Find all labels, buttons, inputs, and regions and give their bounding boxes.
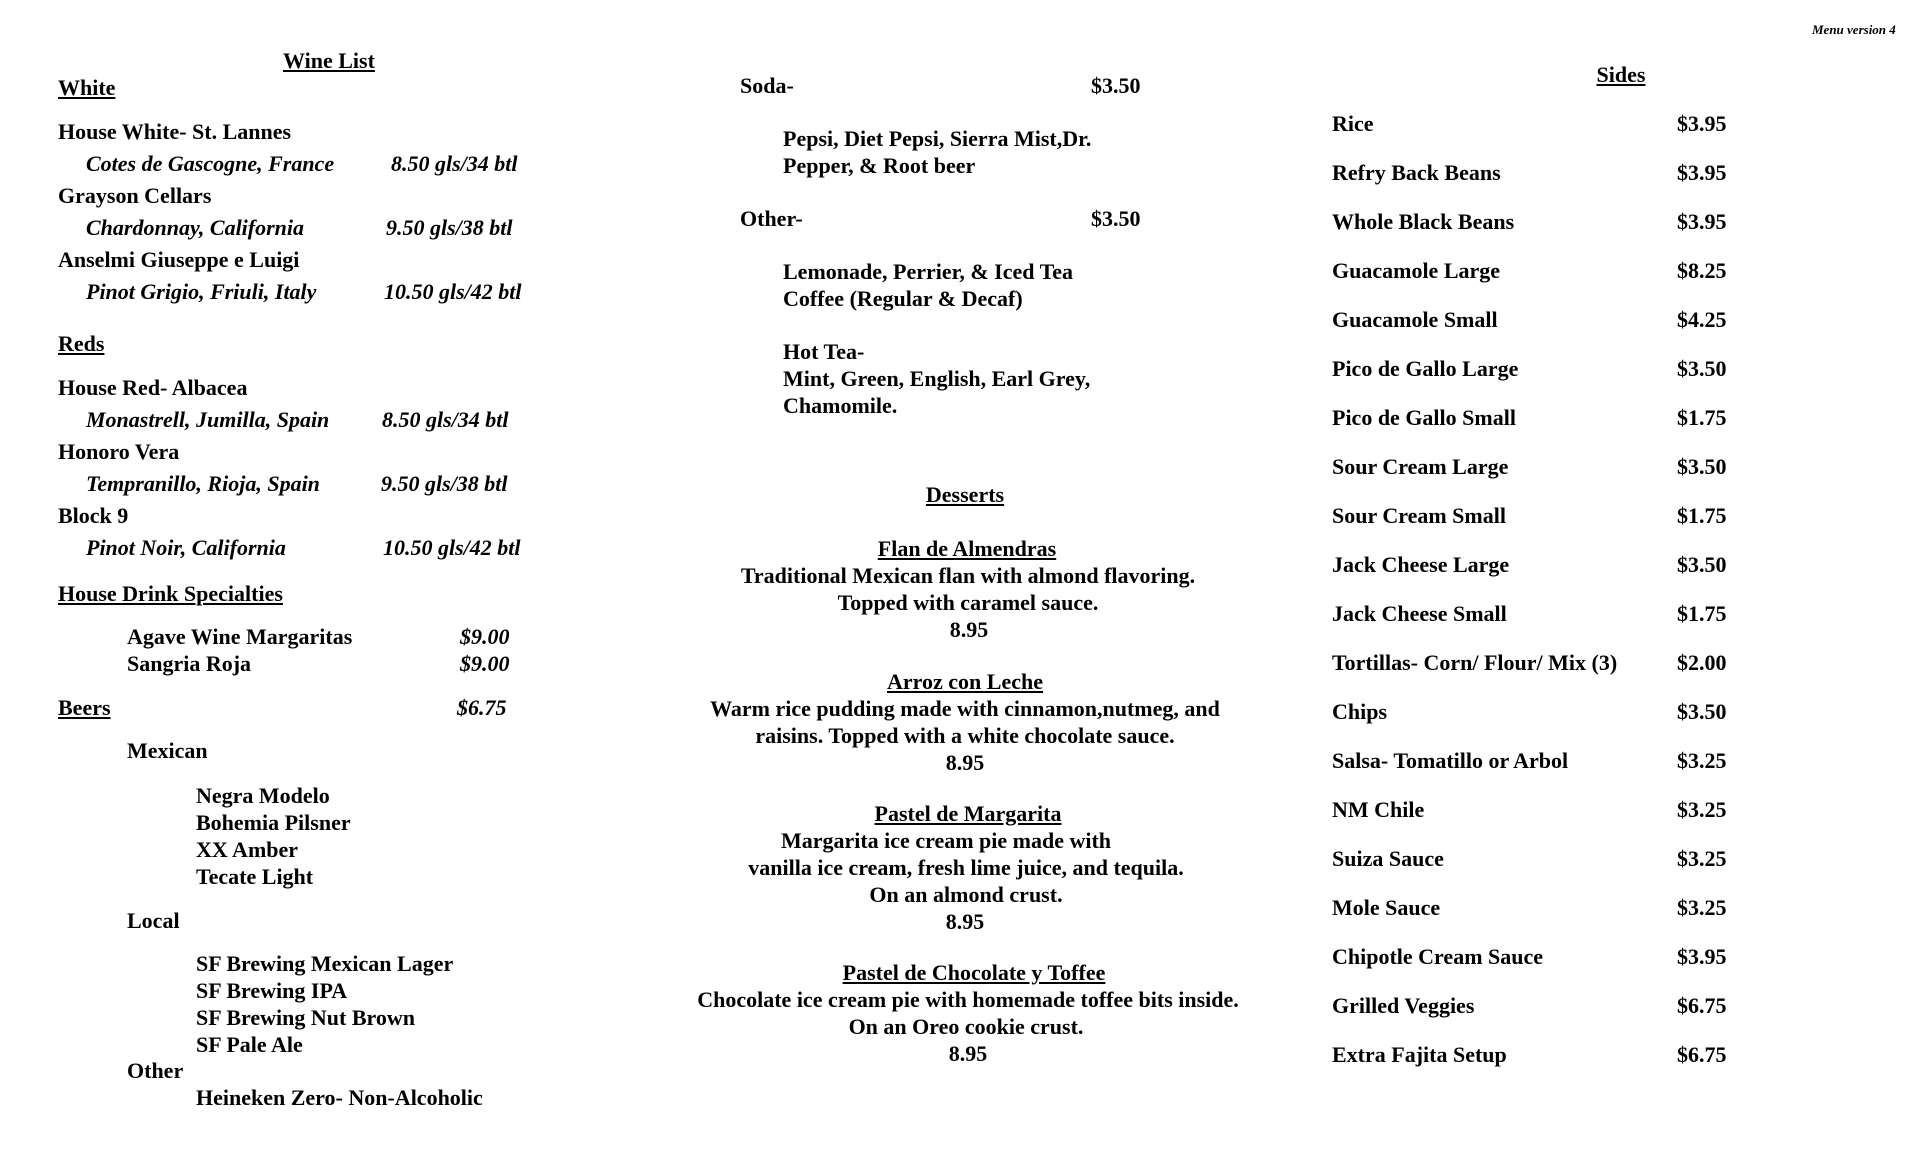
- side-price: $6.75: [1677, 1042, 1727, 1067]
- side-price: $3.50: [1677, 699, 1727, 724]
- side-price: $3.25: [1677, 846, 1727, 871]
- beer-item: SF Brewing Mexican Lager: [196, 951, 454, 976]
- wine-price: 9.50 gls/38 btl: [381, 471, 508, 496]
- side-name: Rice: [1332, 111, 1374, 136]
- dessert-description: vanilla ice cream, fresh lime juice, and tequila.: [748, 855, 1184, 880]
- beer-item: SF Pale Ale: [196, 1032, 303, 1057]
- side-name: Sour Cream Large: [1332, 454, 1509, 479]
- soda-line: Pepsi, Diet Pepsi, Sierra Mist,Dr.: [783, 126, 1092, 151]
- side-price: $3.50: [1677, 552, 1727, 577]
- side-price: $3.50: [1677, 454, 1727, 479]
- hot-tea-line: Mint, Green, English, Earl Grey,: [783, 366, 1091, 391]
- beer-item: SF Brewing Nut Brown: [196, 1005, 416, 1030]
- dessert-description: Traditional Mexican flan with almond flavoring.: [740, 563, 1196, 588]
- side-price: $3.95: [1677, 160, 1727, 185]
- beer-item: Tecate Light: [196, 864, 314, 889]
- specialty-price: $9.00: [460, 651, 510, 676]
- side-name: NM Chile: [1332, 797, 1425, 822]
- side-name: Pico de Gallo Small: [1332, 405, 1516, 430]
- dessert-price: 8.95: [948, 1041, 988, 1066]
- beer-item: SF Brewing IPA: [196, 978, 348, 1003]
- white-heading: White: [58, 75, 116, 100]
- side-name: Guacamole Small: [1332, 307, 1498, 332]
- beer-item: Heineken Zero- Non-Alcoholic: [196, 1085, 483, 1110]
- side-price: $3.95: [1677, 111, 1727, 136]
- side-price: $4.25: [1677, 307, 1727, 332]
- side-name: Grilled Veggies: [1332, 993, 1475, 1018]
- side-price: $1.75: [1677, 405, 1727, 430]
- dessert-description: raisins. Topped with a white chocolate sauce.: [755, 723, 1175, 748]
- wine-detail: Pinot Grigio, Friuli, Italy: [86, 279, 317, 304]
- beer-group-label: Other: [127, 1058, 184, 1083]
- wine-name: Block 9: [58, 503, 129, 528]
- soda-line: Pepper, & Root beer: [783, 153, 976, 178]
- side-name: Whole Black Beans: [1332, 209, 1515, 234]
- side-price: $3.25: [1677, 797, 1727, 822]
- side-price: $1.75: [1677, 503, 1727, 528]
- side-name: Guacamole Large: [1332, 258, 1501, 283]
- hot-tea-line: Hot Tea-: [783, 339, 865, 364]
- dessert-name: Arroz con Leche: [887, 669, 1043, 694]
- beer-item: Bohemia Pilsner: [196, 810, 351, 835]
- menu-version: Menu version 4: [1812, 22, 1896, 37]
- specialty-name: Agave Wine Margaritas: [127, 624, 353, 649]
- side-price: $3.25: [1677, 895, 1727, 920]
- dessert-description: On an almond crust.: [869, 882, 1063, 907]
- beer-group-label: Local: [127, 908, 180, 933]
- dessert-description: Chocolate ice cream pie with homemade toffee bits inside.: [697, 987, 1239, 1012]
- beers-price: $6.75: [457, 695, 507, 720]
- side-name: Jack Cheese Small: [1332, 601, 1507, 626]
- side-name: Sour Cream Small: [1332, 503, 1506, 528]
- side-name: Jack Cheese Large: [1332, 552, 1510, 577]
- side-name: Chips: [1332, 699, 1388, 724]
- soda-label: Soda-: [740, 73, 794, 98]
- side-name: Chipotle Cream Sauce: [1332, 944, 1544, 969]
- side-name: Extra Fajita Setup: [1332, 1042, 1507, 1067]
- beers-heading: Beers: [58, 695, 111, 720]
- wine-detail: Chardonnay, California: [86, 215, 305, 240]
- specialties-heading: House Drink Specialties: [58, 581, 283, 606]
- soda-price: $3.50: [1091, 73, 1141, 98]
- side-price: $1.75: [1677, 601, 1727, 626]
- hot-tea-line: Chamomile.: [783, 393, 898, 418]
- wine-name: House White- St. Lannes: [58, 119, 292, 144]
- reds-heading: Reds: [58, 331, 105, 356]
- dessert-name: Pastel de Margarita: [874, 801, 1062, 826]
- dessert-price: 8.95: [949, 617, 989, 642]
- wine-price: 8.50 gls/34 btl: [391, 151, 518, 176]
- side-price: $3.95: [1677, 209, 1727, 234]
- beer-group-label: Mexican: [127, 738, 208, 763]
- other-drinks-label: Other-: [740, 206, 803, 231]
- side-name: Tortillas- Corn/ Flour/ Mix (3): [1332, 650, 1618, 675]
- dessert-price: 8.95: [945, 750, 985, 775]
- desserts-heading: Desserts: [925, 482, 1005, 507]
- wine-price: 9.50 gls/38 btl: [386, 215, 513, 240]
- beer-item: XX Amber: [196, 837, 299, 862]
- dessert-description: Topped with caramel sauce.: [837, 590, 1099, 615]
- dessert-description: Margarita ice cream pie made with: [780, 828, 1112, 853]
- side-name: Salsa- Tomatillo or Arbol: [1332, 748, 1569, 773]
- wine-price: 10.50 gls/42 btl: [384, 279, 522, 304]
- side-name: Refry Back Beans: [1332, 160, 1501, 185]
- wine-detail: Monastrell, Jumilla, Spain: [86, 407, 330, 432]
- wine-detail: Cotes de Gascogne, France: [86, 151, 335, 176]
- side-price: $3.50: [1677, 356, 1727, 381]
- side-price: $8.25: [1677, 258, 1727, 283]
- dessert-name: Flan de Almendras: [877, 536, 1057, 561]
- specialty-name: Sangria Roja: [127, 651, 252, 676]
- side-price: $6.75: [1677, 993, 1727, 1018]
- beer-item: Negra Modelo: [196, 783, 330, 808]
- side-price: $3.25: [1677, 748, 1727, 773]
- other-drinks-line: Coffee (Regular & Decaf): [783, 286, 1023, 311]
- side-name: Pico de Gallo Large: [1332, 356, 1519, 381]
- dessert-description: Warm rice pudding made with cinnamon,nutmeg, and: [710, 696, 1220, 721]
- specialty-price: $9.00: [460, 624, 510, 649]
- wine-detail: Pinot Noir, California: [86, 535, 286, 560]
- dessert-name: Pastel de Chocolate y Toffee: [842, 960, 1106, 985]
- wine-name: Honoro Vera: [58, 439, 180, 464]
- other-drinks-line: Lemonade, Perrier, & Iced Tea: [783, 259, 1074, 284]
- wine-name: House Red- Albacea: [58, 375, 248, 400]
- side-price: $3.95: [1677, 944, 1727, 969]
- dessert-description: On an Oreo cookie crust.: [848, 1014, 1084, 1039]
- wine-price: 10.50 gls/42 btl: [383, 535, 521, 560]
- wine-list-title: Wine List: [283, 48, 375, 73]
- wine-price: 8.50 gls/34 btl: [382, 407, 509, 432]
- wine-name: Grayson Cellars: [58, 183, 212, 208]
- sides-heading: Sides: [1596, 62, 1646, 87]
- side-name: Suiza Sauce: [1332, 846, 1444, 871]
- other-drinks-price: $3.50: [1091, 206, 1141, 231]
- wine-name: Anselmi Giuseppe e Luigi: [58, 247, 300, 272]
- side-price: $2.00: [1677, 650, 1727, 675]
- side-name: Mole Sauce: [1332, 895, 1441, 920]
- wine-detail: Tempranillo, Rioja, Spain: [86, 471, 320, 496]
- dessert-price: 8.95: [945, 909, 985, 934]
